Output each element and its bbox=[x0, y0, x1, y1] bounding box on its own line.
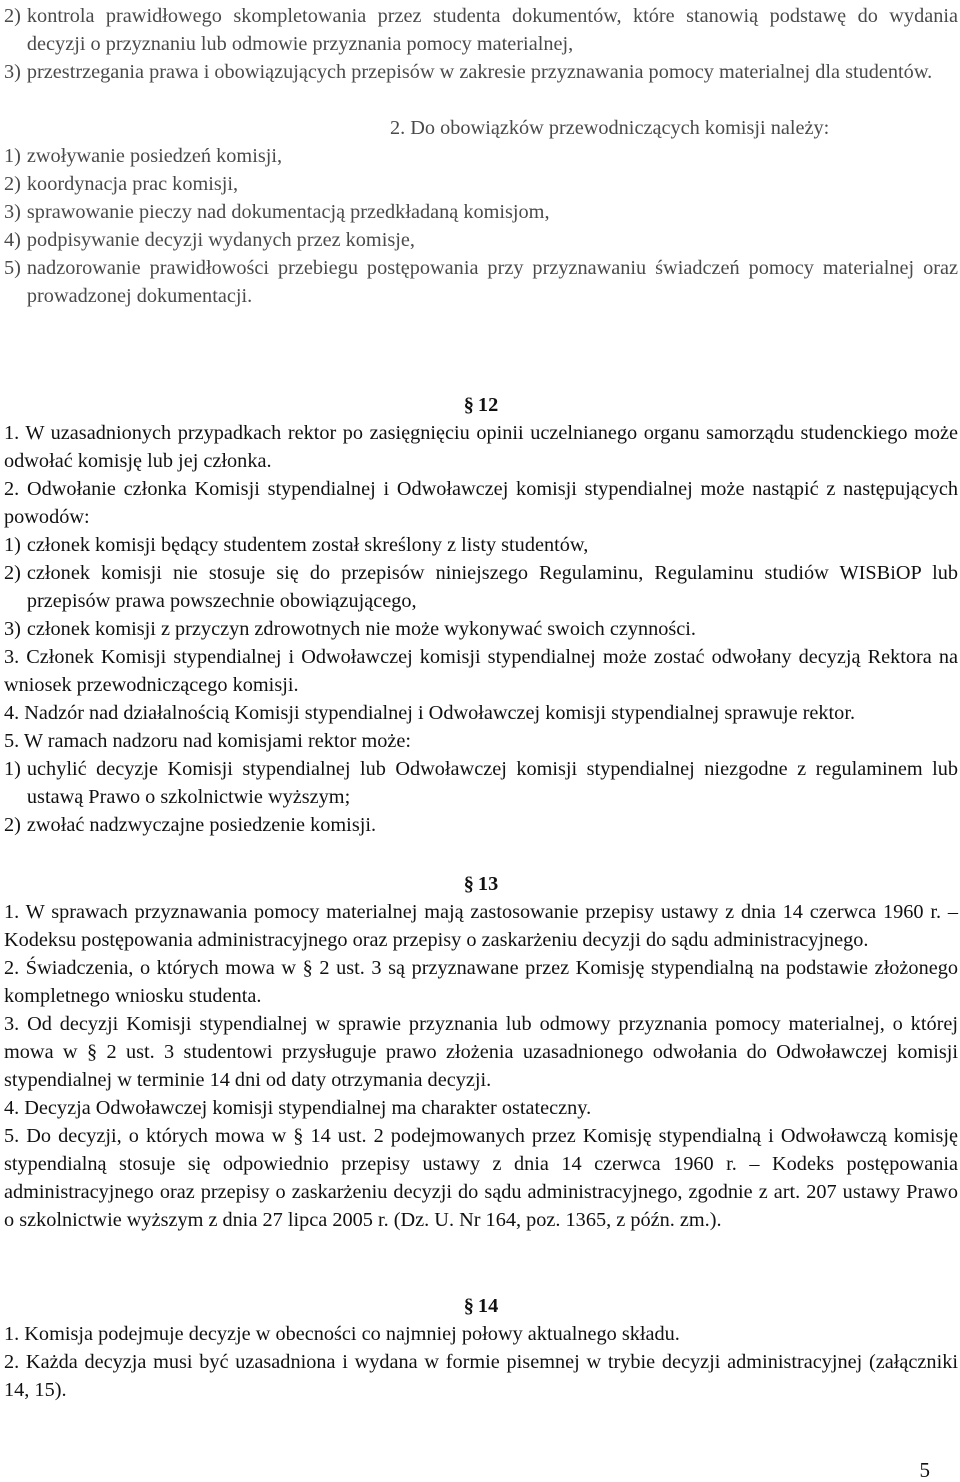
list-item bbox=[4, 2, 958, 58]
list-item bbox=[4, 142, 958, 170]
section-number: 14 bbox=[477, 1295, 499, 1317]
paragraph: 1. W sprawach przyznawania pomocy materialnej mają zastosowanie przepisy ustawy z dnia 14 czerwca 1960 r. – Kodeksu postępowania administracyjnego oraz przepisy o zaskarżeniu decyzji do sądu administracyjnego. bbox=[4, 901, 958, 951]
list-item-text: podpisywanie decyzji wydanych przez komisje, bbox=[26, 229, 415, 251]
paragraph: 4. Decyzja Odwoławczej komisji stypendialnej ma charakter ostateczny. bbox=[4, 1097, 592, 1119]
list-item-number: 2) bbox=[4, 814, 21, 836]
list-item-number: 3) bbox=[4, 618, 21, 640]
list-item-number: 5) bbox=[4, 257, 21, 279]
paragraph: 4. Nadzór nad działalnością Komisji stypendialnej i Odwoławczej komisji stypendialnej sprawuje rektor. bbox=[4, 702, 856, 724]
continuation-list bbox=[4, 2, 958, 86]
list-item-text: kontrola prawidłowego skompletowania przez studenta dokumentów, które stanowią podstawę do wydania decyzji o przyznaniu lub odmowie przyznania pomocy materialnej, bbox=[26, 5, 958, 55]
list-item bbox=[4, 254, 958, 310]
list-item-text: członek komisji z przyczyn zdrowotnych nie może wykonywać swoich czynności. bbox=[26, 618, 696, 640]
list-item-number: 2) bbox=[4, 173, 21, 195]
list-item-text: przestrzegania prawa i obowiązujących przepisów w zakresie przyznawania pomocy materialnej dla studentów. bbox=[26, 61, 933, 83]
list-item-number: 1) bbox=[4, 534, 21, 556]
list-item-text: zwołać nadzwyczajne posiedzenie komisji. bbox=[26, 814, 377, 836]
paragraph: 1. Komisja podejmuje decyzje w obecności co najmniej połowy aktualnego składu. bbox=[4, 1323, 680, 1345]
section-heading-14 bbox=[4, 1292, 958, 1320]
paragraph: 2. Odwołanie członka Komisji stypendialnej i Odwoławczej komisji stypendialnej może nastąpić z następujących powodów: bbox=[4, 478, 958, 528]
list-item-number: 1) bbox=[4, 758, 21, 780]
section-12-body bbox=[4, 419, 958, 839]
paragraph: 2. Każda decyzja musi być uzasadniona i wydana w formie pisemnej w trybie decyzji administracyjnej (załączniki 14, 15). bbox=[4, 1351, 958, 1401]
paragraph: 1. W uzasadnionych przypadkach rektor po zasięgnięciu opinii uczelnianego organu samorządu studenckiego może odwołać komisję lub jej członka. bbox=[4, 422, 958, 472]
paragraph: 5. W ramach nadzoru nad komisjami rektor może: bbox=[4, 730, 412, 752]
list-item-text: koordynacja prac komisji, bbox=[26, 173, 239, 195]
list-item-number: 3) bbox=[4, 61, 21, 83]
list-item bbox=[4, 198, 958, 226]
section-number: 13 bbox=[477, 873, 499, 895]
section-heading-12 bbox=[4, 391, 958, 419]
list-item bbox=[4, 559, 958, 615]
paragraph: 3. Członek Komisji stypendialnej i Odwoławczej komisji stypendialnej może zostać odwołany decyzją Rektora na wniosek przewodniczącego komisji. bbox=[4, 646, 958, 696]
page-number: 5 bbox=[919, 1458, 930, 1482]
list-item-text: zwoływanie posiedzeń komisji, bbox=[26, 145, 283, 167]
section-heading-13 bbox=[4, 870, 958, 898]
section-14-body bbox=[4, 1320, 958, 1404]
list-item-number: 3) bbox=[4, 201, 21, 223]
paragraph: 2. Świadczenia, o których mowa w § 2 ust. 3 są przyznawane przez Komisję stypendialną na podstawie złożonego kompletnego wniosku studenta. bbox=[4, 957, 958, 1007]
list-item bbox=[4, 58, 958, 86]
section-symbol: § bbox=[463, 1295, 474, 1317]
section-number: 12 bbox=[477, 394, 499, 416]
list-item-number: 4) bbox=[4, 229, 21, 251]
paragraph: 5. Do decyzji, o których mowa w § 14 ust. 2 podejmowanych przez Komisję stypendialną i Odwoławczą komisję stypendialną stosuje się odpowiednio przepisy ustawy z dnia 14 czerwca 1960 r. – Kodeks postępowania administracyjnego oraz przepisy o zaskarżeniu decyzji do sądu administracyjnego, zgodnie z art. 207 ustawy Prawo o szkolnictwie wyższym z dnia 27 lipca 2005 r. (Dz. U. Nr 164, poz. 1365, z późn. zm.). bbox=[4, 1125, 958, 1231]
list-item bbox=[4, 531, 958, 559]
list-item-text: uchylić decyzje Komisji stypendialnej lub Odwoławczej komisji stypendialnej niezgodne z regulaminem lub ustawą Prawo o szkolnictwie wyższym; bbox=[26, 758, 958, 808]
section-13-body bbox=[4, 898, 958, 1234]
list-item bbox=[4, 615, 958, 643]
list-item bbox=[4, 170, 958, 198]
list-item-text: członek komisji będący studentem został skreślony z listy studentów, bbox=[26, 534, 589, 556]
list-item bbox=[4, 226, 958, 254]
list-item-number: 1) bbox=[4, 145, 21, 167]
list-item-text: członek komisji nie stosuje się do przepisów niniejszego Regulaminu, Regulaminu studiów WISBiOP lub przepisów prawa powszechnie obowiązującego, bbox=[26, 562, 958, 612]
list-item bbox=[4, 811, 958, 839]
section-symbol: § bbox=[463, 394, 474, 416]
list-item-number: 2) bbox=[4, 562, 21, 584]
list-item bbox=[4, 755, 958, 811]
chairs-duties-intro: 2. Do obowiązków przewodniczących komisji należy: bbox=[390, 117, 830, 139]
list-item-number: 2) bbox=[4, 5, 21, 27]
section-symbol: § bbox=[463, 873, 474, 895]
paragraph: 3. Od decyzji Komisji stypendialnej w sprawie przyznania lub odmowy przyznania pomocy materialnej, o której mowa w § 2 ust. 3 studentowi przysługuje prawo złożenia uzasadnionego odwołania do Odwoławczej komisji stypendialnej w terminie 14 dni od daty otrzymania decyzji. bbox=[4, 1013, 958, 1091]
chairs-duties-section bbox=[4, 114, 958, 310]
list-item-text: sprawowanie pieczy nad dokumentacją przedkładaną komisjom, bbox=[26, 201, 550, 223]
list-item-text: nadzorowanie prawidłowości przebiegu postępowania przy przyznawaniu świadczeń pomocy materialnej oraz prowadzonej dokumentacji. bbox=[26, 257, 958, 307]
